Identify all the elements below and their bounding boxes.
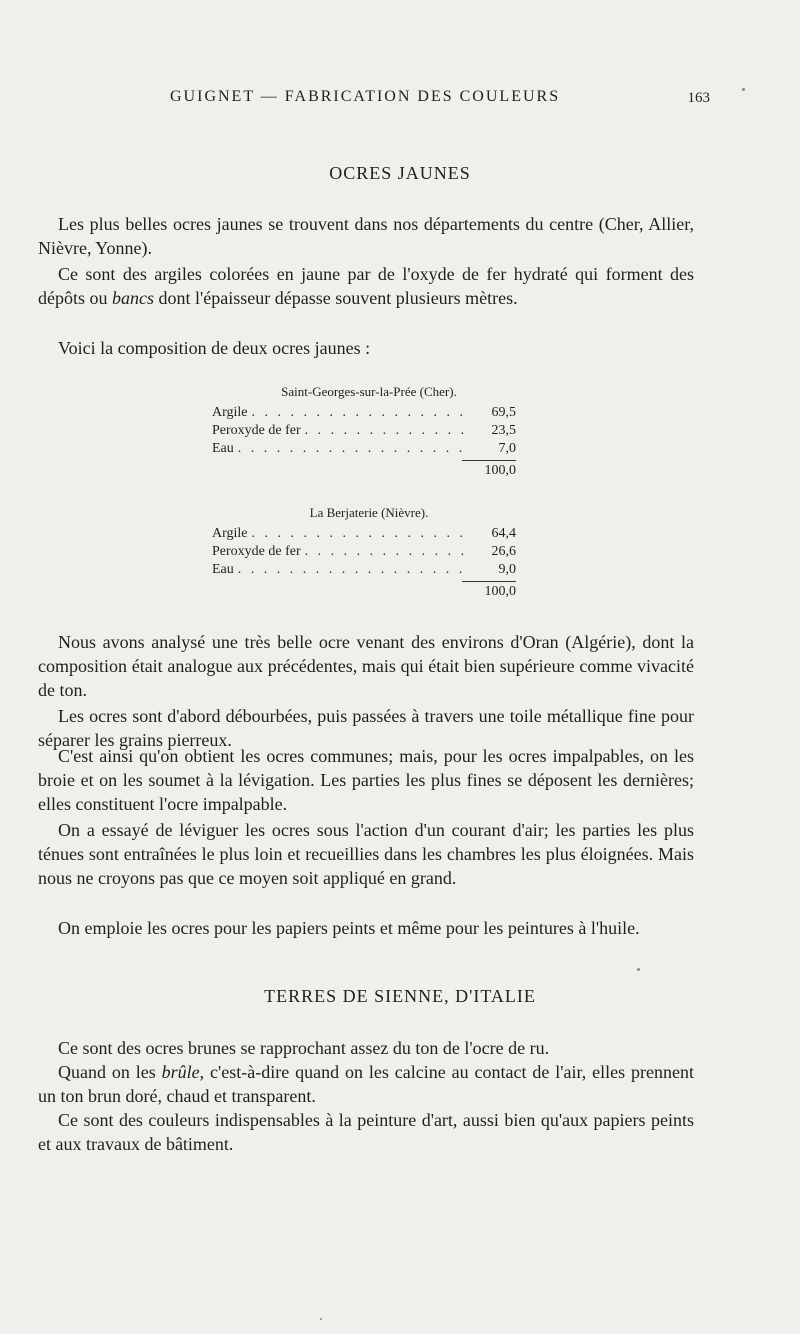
table-row-label: Argile <box>212 405 248 420</box>
print-speck <box>637 968 640 971</box>
table-row-value: 26,6 <box>491 544 516 559</box>
table-row <box>212 422 516 440</box>
table-row-value: 9,0 <box>498 562 516 577</box>
table-1-caption: Saint-Georges-sur-la-Prée (Cher). <box>281 384 457 399</box>
table-row-label: Eau <box>212 562 234 577</box>
leader-dots <box>305 422 472 440</box>
paragraph-9: Ce sont des ocres brunes se rapprochant assez du ton de l'ocre de ru. <box>58 1038 550 1058</box>
print-speck <box>320 1318 322 1320</box>
paragraph-5: Les ocres sont d'abord débourbées, puis passées à travers une toile métallique fine pour séparer les grains pierreux. <box>38 706 694 750</box>
print-speck <box>742 88 745 91</box>
paragraph-11: Ce sont des couleurs indispensables à la peinture d'art, aussi bien qu'aux papiers peints et aux travaux de bâtiment. <box>38 1110 694 1154</box>
table-row-label: Eau <box>212 441 234 456</box>
leader-dots <box>238 440 472 458</box>
table-row <box>212 404 516 422</box>
table-2-caption: La Berjaterie (Nièvre). <box>309 505 429 520</box>
running-title: GUIGNET — FABRICATION DES COULEURS <box>170 88 561 105</box>
table-total: 100,0 <box>484 463 516 478</box>
paragraph-2-text-a: Ce sont des argiles colorées en jaune par de l'oxyde de fer hydraté qui forment des dépôts ou <box>38 264 694 308</box>
paragraph-10-text-a: Quand on les <box>58 1062 162 1082</box>
section-title-ocres-jaunes: OCRES JAUNES <box>329 163 471 183</box>
table-row-value: 64,4 <box>491 526 516 541</box>
leader-dots <box>305 543 472 561</box>
paragraph-4: Nous avons analysé une très belle ocre venant des environs d'Oran (Algérie), dont la composition était analogue aux précédentes, mais qui était bien supérieure comme vivacité de ton. <box>38 632 694 700</box>
leader-dots <box>238 561 472 579</box>
table-row-label: Peroxyde de fer <box>212 423 301 438</box>
page-number: 163 <box>687 90 710 106</box>
paragraph-7: On a essayé de léviguer les ocres sous l'action d'un courant d'air; les parties les plus ténues sont entraînées le plus loin et recueillies dans les chambres les plus éloignées. Mais nous ne croyons pas que ce moyen soit appliqué en grand. <box>38 820 694 888</box>
leader-dots <box>252 404 472 422</box>
table-row <box>212 543 516 561</box>
paragraph-3: Voici la composition de deux ocres jaunes : <box>58 338 371 358</box>
paragraph-2 <box>38 262 694 310</box>
table-row-value: 23,5 <box>491 423 516 438</box>
paragraph-2-emphasis: bancs <box>112 288 154 308</box>
table-row-label: Argile <box>212 526 248 541</box>
paragraph-1: Les plus belles ocres jaunes se trouvent dans nos départements du centre (Cher, Allier, Nièvre, Yonne). <box>38 214 694 258</box>
composition-table-1 <box>212 384 516 481</box>
paragraph-8: On emploie les ocres pour les papiers peints et même pour les peintures à l'huile. <box>58 918 640 938</box>
running-head <box>170 88 710 112</box>
composition-table-2 <box>212 505 516 602</box>
table-row <box>212 440 516 458</box>
paragraph-10-text-b: , c'est-à-dire quand on les calcine au contact de l'air, elles prennent un ton brun doré, chaud et transparent. <box>38 1062 694 1106</box>
table-row-value: 7,0 <box>498 441 516 456</box>
paragraph-10-emphasis: brûle <box>161 1062 200 1082</box>
table-row-value: 69,5 <box>491 405 516 420</box>
table-row <box>212 561 516 579</box>
table-row <box>212 525 516 543</box>
table-total: 100,0 <box>484 584 516 599</box>
leader-dots <box>252 525 472 543</box>
paragraph-2-text-b: dont l'épaisseur dépasse souvent plusieurs mètres. <box>154 288 518 308</box>
table-row-label: Peroxyde de fer <box>212 544 301 559</box>
section-title-terres-de-sienne: TERRES DE SIENNE, D'ITALIE <box>264 986 536 1006</box>
paragraph-10 <box>38 1060 694 1108</box>
paragraph-6: C'est ainsi qu'on obtient les ocres communes; mais, pour les ocres impalpables, on les broie et on les soumet à la lévigation. Les parties les plus fines se déposent les dernières; elles constituent l'ocre impalpable. <box>38 746 694 814</box>
